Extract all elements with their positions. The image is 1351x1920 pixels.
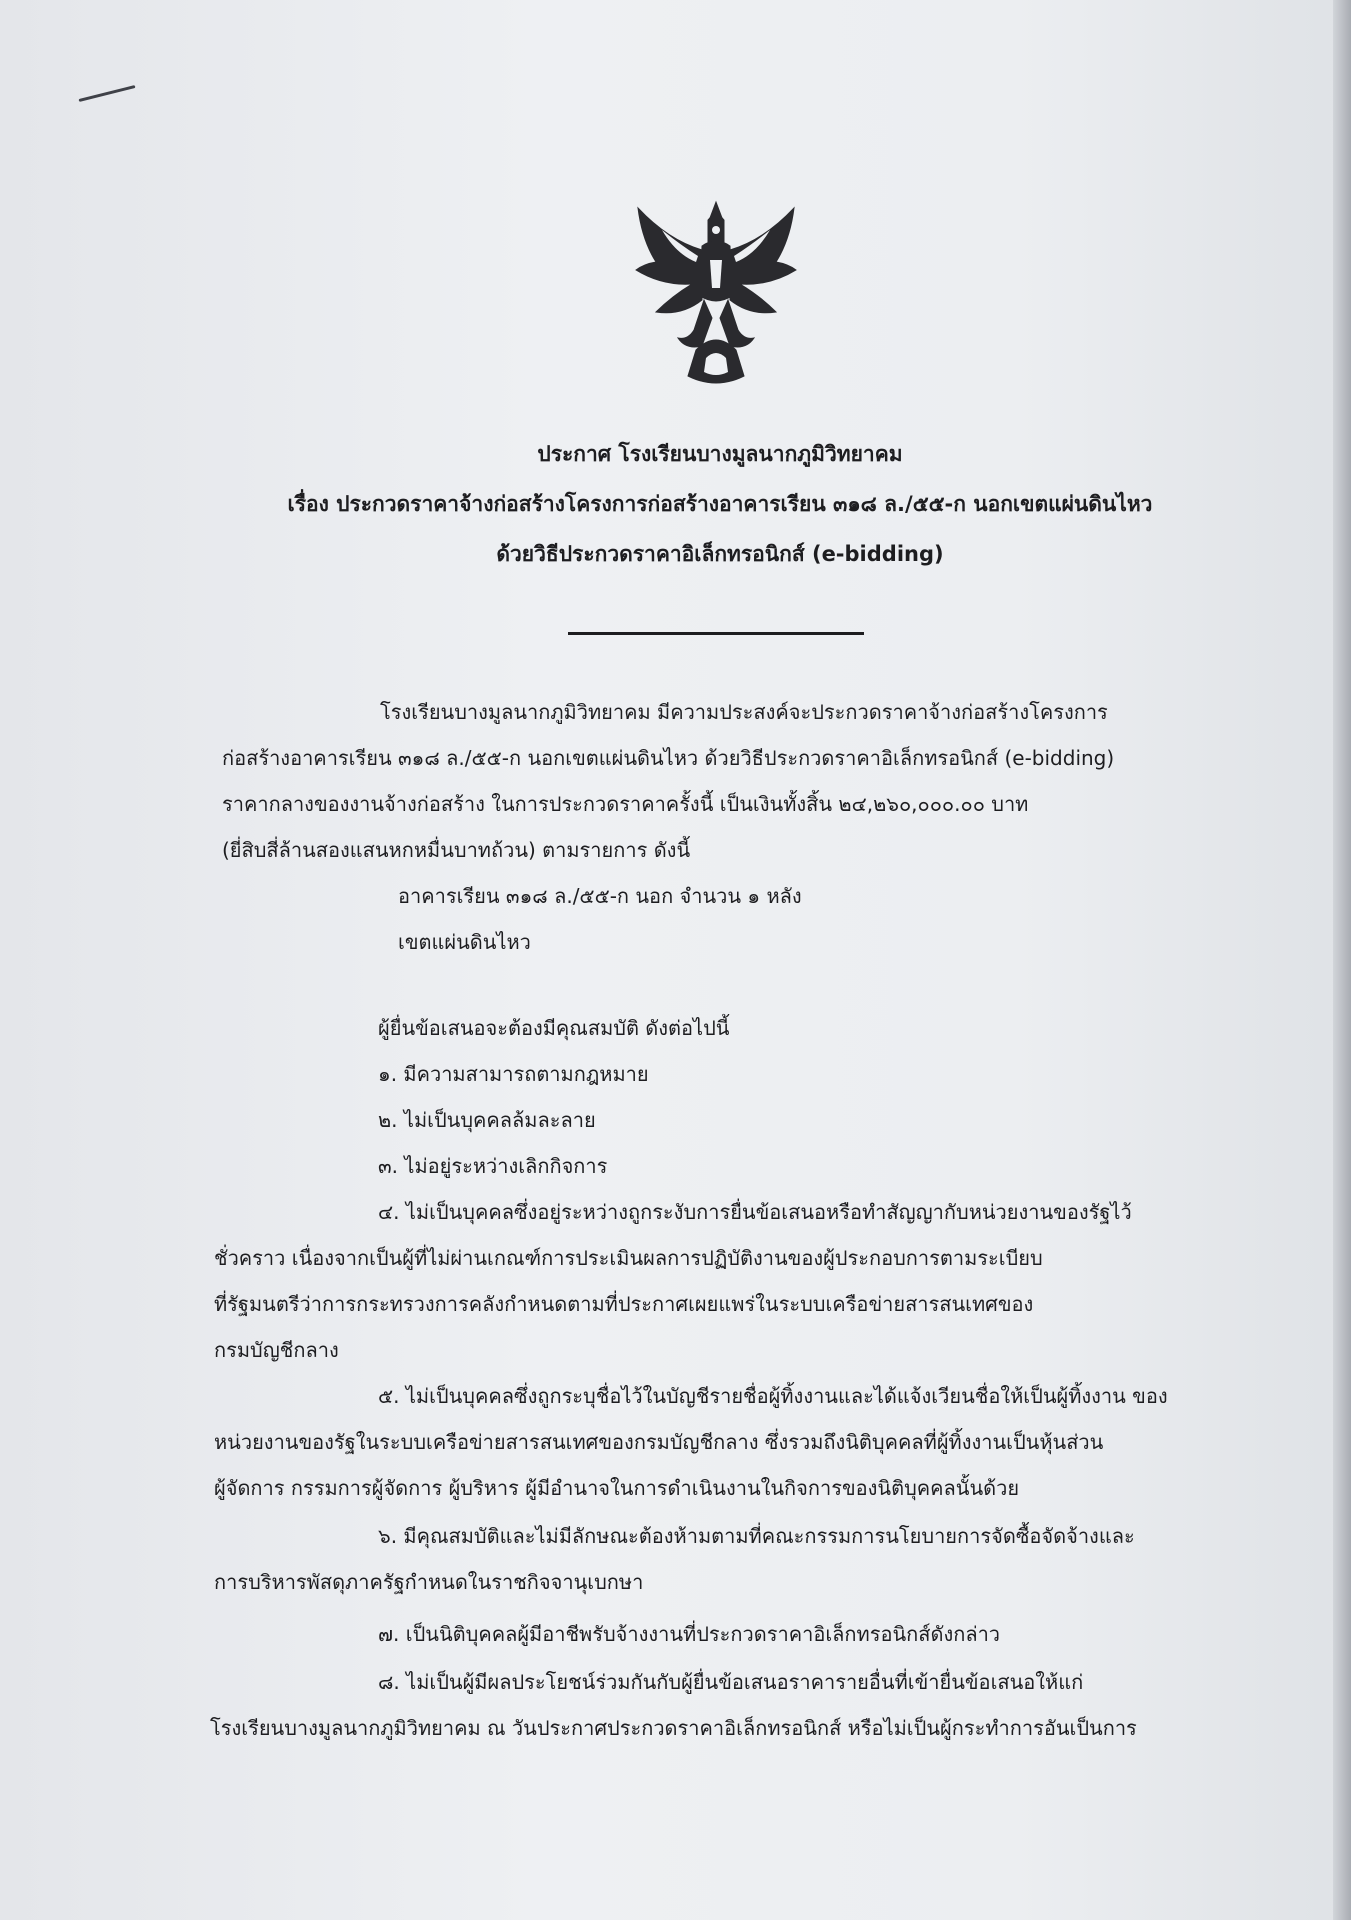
- announcement-subject: เรื่อง ประกวดราคาจ้างก่อสร้างโครงการก่อสร้างอาคารเรียน ๓๑๘ ล./๕๕-ก นอกเขตแผ่นดินไหว: [287, 492, 1153, 516]
- qualification-line: ๓. ไม่อยู่ระหว่างเลิกกิจการ: [378, 1154, 608, 1178]
- qualification-line: ๔. ไม่เป็นบุคคลซึ่งอยู่ระหว่างถูกระงับการยื่นข้อเสนอหรือทำสัญญากับหน่วยงานของรัฐไว้: [378, 1200, 1132, 1224]
- qualification-line: ๗. เป็นนิติบุคคลผู้มีอาชีพรับจ้างงานที่ประกวดราคาอิเล็กทรอนิกส์ดังกล่าว: [378, 1622, 1001, 1646]
- qualification-line: ๘. ไม่เป็นผู้มีผลประโยชน์ร่วมกันกับผู้ยื่นข้อเสนอราคารายอื่นที่เข้ายื่นข้อเสนอให้แก่: [378, 1670, 1084, 1694]
- item-line: อาคารเรียน ๓๑๘ ล./๕๕-ก นอก จำนวน ๑ หลัง: [398, 884, 802, 908]
- pen-mark: [78, 85, 135, 102]
- paragraph-line: ราคากลางของงานจ้างก่อสร้าง ในการประกวดราคาครั้งนี้ เป็นเงินทั้งสิ้น ๒๔,๒๖๐,๐๐๐.๐๐ บาท: [222, 792, 1029, 816]
- qualification-line: ๖. มีคุณสมบัติและไม่มีลักษณะต้องห้ามตามที่คณะกรรมการนโยบายการจัดซื้อจัดจ้างและ: [378, 1524, 1135, 1548]
- qualification-line: การบริหารพัสดุภาครัฐกำหนดในราชกิจจานุเบกษา: [214, 1570, 644, 1594]
- paragraph-line: โรงเรียนบางมูลนากภูมิวิทยาคม มีความประสงค์จะประกวดราคาจ้างก่อสร้างโครงการ: [380, 700, 1108, 724]
- garuda-emblem: [632, 200, 800, 390]
- announcement-method: ด้วยวิธีประกวดราคาอิเล็กทรอนิกส์ (e-bidding): [496, 542, 944, 566]
- qualifications-heading: ผู้ยื่นข้อเสนอจะต้องมีคุณสมบัติ ดังต่อไปนี้: [378, 1016, 730, 1040]
- page-edge-shadow: [1333, 0, 1351, 1920]
- paragraph-line: ก่อสร้างอาคารเรียน ๓๑๘ ล./๕๕-ก นอกเขตแผ่นดินไหว ด้วยวิธีประกวดราคาอิเล็กทรอนิกส์ (e-bidding): [222, 746, 1115, 770]
- qualification-line: ๕. ไม่เป็นบุคคลซึ่งถูกระบุชื่อไว้ในบัญชีรายชื่อผู้ทิ้งงานและได้แจ้งเวียนชื่อให้เป็นผู้ทิ้งงาน ของ: [378, 1384, 1168, 1408]
- qualification-line: ๑. มีความสามารถตามกฎหมาย: [378, 1062, 649, 1086]
- qualification-line: ผู้จัดการ กรรมการผู้จัดการ ผู้บริหาร ผู้มีอำนาจในการดำเนินงานในกิจการของนิติบุคคลนั้นด้วย: [214, 1476, 1020, 1500]
- qualification-line: โรงเรียนบางมูลนากภูมิวิทยาคม ณ วันประกาศประกวดราคาอิเล็กทรอนิกส์ หรือไม่เป็นผู้กระทำการอันเป็นการ: [210, 1716, 1137, 1740]
- title-divider: [568, 632, 864, 635]
- paragraph-line: (ยี่สิบสี่ล้านสองแสนหกหมื่นบาทถ้วน) ตามรายการ ดังนี้: [222, 838, 691, 862]
- qualification-line: ชั่วคราว เนื่องจากเป็นผู้ที่ไม่ผ่านเกณฑ์การประเมินผลการปฏิบัติงานของผู้ประกอบการตามระเบียบ: [214, 1246, 1043, 1270]
- qualification-line: หน่วยงานของรัฐในระบบเครือข่ายสารสนเทศของกรมบัญชีกลาง ซึ่งรวมถึงนิติบุคคลที่ผู้ทิ้งงานเป็นหุ้นส่วน: [214, 1430, 1104, 1454]
- qualification-line: ที่รัฐมนตรีว่าการกระทรวงการคลังกำหนดตามที่ประกาศเผยแพร่ในระบบเครือข่ายสารสนเทศของ: [214, 1292, 1034, 1316]
- announcement-title: ประกาศ โรงเรียนบางมูลนากภูมิวิทยาคม: [537, 442, 903, 466]
- qualification-line: ๒. ไม่เป็นบุคคลล้มละลาย: [378, 1108, 596, 1132]
- qualification-line: กรมบัญชีกลาง: [214, 1338, 339, 1362]
- item-line: เขตแผ่นดินไหว: [398, 930, 531, 954]
